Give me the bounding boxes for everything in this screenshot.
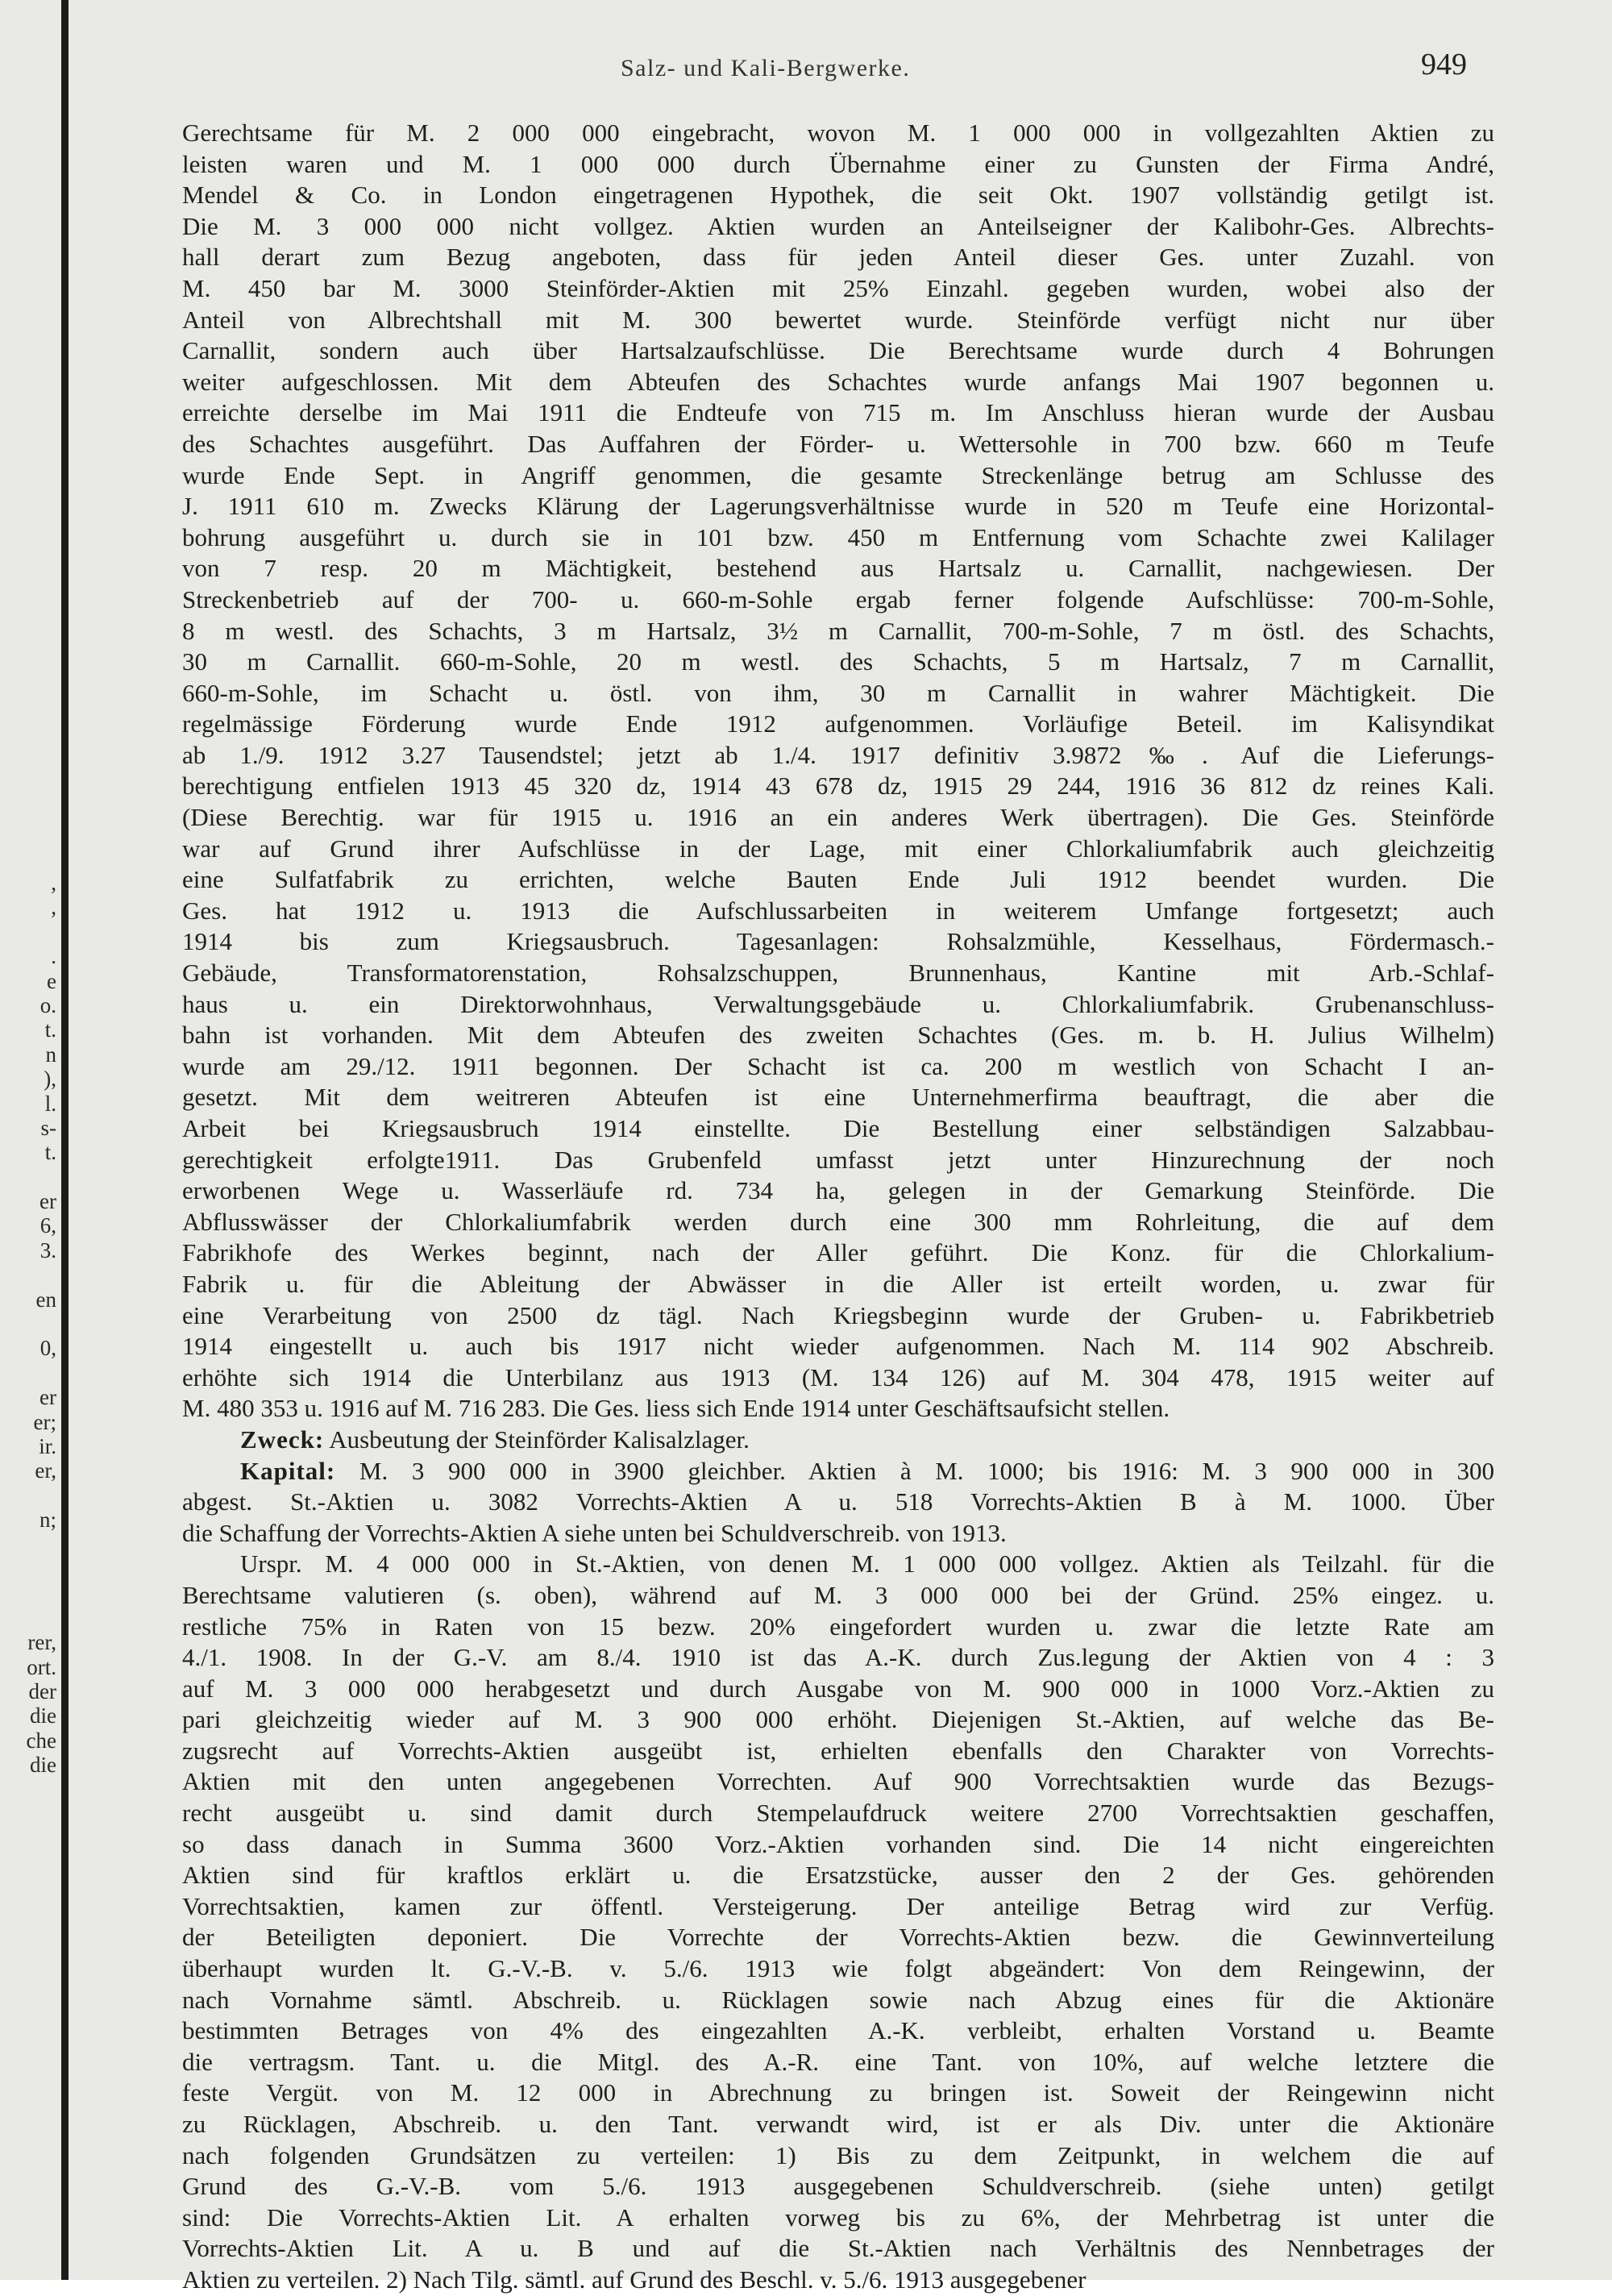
margin-fragment: die: [30, 1753, 56, 1778]
margin-fragment: e: [47, 968, 56, 993]
text-line: ab 1./9. 1912 3.27 Tausendstel; jetzt ab 1./4. 1917 definitiv 3.9872‰. Auf die Lieferungs-: [182, 740, 1494, 769]
text-line: J. 1911 610 m. Zwecks Klärung der Lagerungsverhältnisse wurde in 520 m Teufe eine Horizontal-: [182, 492, 1494, 521]
text-line: [182, 1425, 1494, 1456]
text-line: Vorrechtsaktien, kamen zur öffentl. Versteigerung. Der anteilige Betrag wird zur Verfüg.: [182, 1891, 1494, 1920]
text-line: feste Vergüt. von M. 12 000 in Abrechnung zu bringen ist. Soweit der Reingewinn nicht: [182, 2078, 1494, 2107]
text-line: Abflusswässer der Chlorkaliumfabrik werden durch eine 300 mm Rohrleitung, die auf dem: [182, 1207, 1494, 1236]
text-line: 4./1. 1908. In der G.-V. am 8./4. 1910 ist das A.-K. durch Zus.legung der Aktien von 4 : 3: [182, 1643, 1494, 1672]
margin-fragment: o.: [39, 992, 56, 1017]
margin-fragment: rer,: [27, 1630, 56, 1655]
margin-fragment: 6,: [39, 1213, 56, 1238]
text-line: Carnallit, sondern auch über Hartsalzaufschlüsse. Die Berechtsame wurde durch 4 Bohrungen: [182, 336, 1494, 365]
margin-fragment: s-: [40, 1115, 56, 1140]
text-line: erreichte derselbe im Mai 1911 die Endteufe von 715 m. Im Anschluss hieran wurde der Ausbau: [182, 398, 1494, 427]
text-line: überhaupt wurden lt. G.-V.-B. v. 5./6. 1913 wie folgt abgeändert: Von dem Reingewinn, der: [182, 1954, 1494, 1983]
text-line: haus u. ein Direktorwohnhaus, Verwaltungsgebäude u. Chlorkaliumfabrik. Grubenanschluss-: [182, 989, 1494, 1018]
text-line: bahn ist vorhanden. Mit dem Abteufen des zweiten Schachtes (Ges. m. b. H. Julius Wilhelm): [182, 1021, 1494, 1050]
line-text: Ausbeutung der Steinförder Kalisalzlager.: [329, 1425, 750, 1454]
text-line: Aktien sind für kraftlos erklärt u. die Ersatzstücke, ausser den 2 der Ges. gehörenden: [182, 1861, 1494, 1890]
text-line: Gerechtsame für M. 2 000 000 eingebracht, wovon M. 1 000 000 in vollgezahlten Aktien zu: [182, 119, 1494, 147]
paragraph: [182, 118, 1494, 1425]
margin-fragment: [0, 1606, 56, 1630]
text-line: zugsrecht auf Vorrechts-Aktien ausgeübt ist, erhielten ebenfalls den Charakter von Vorrechts-: [182, 1736, 1494, 1765]
margin-fragment: er,: [35, 1458, 56, 1483]
text-line: des Schachtes ausgeführt. Das Auffahren der Förder- u. Wettersohle in 700 bzw. 660 m Teufe: [182, 429, 1494, 458]
margin-fragment: er: [39, 1385, 56, 1410]
text-line: M. 450 bar M. 3000 Steinförder-Aktien mit 25% Einzahl. gegeben wurden, wobei also der: [182, 273, 1494, 302]
labeled-paragraph: [182, 1456, 1494, 1549]
margin-fragment: [0, 1262, 56, 1287]
margin-fragment: 0,: [39, 1336, 56, 1361]
margin-fragment: die: [30, 1703, 56, 1728]
running-head: Salz- und Kali-Bergwerke.: [621, 55, 911, 81]
text-line: 8 m westl. des Schachts, 3 m Hartsalz, 3½ m Carnallit, 700-m-Sohle, 7 m östl. des Schachts,: [182, 616, 1494, 645]
text-line: Ges. hat 1912 u. 1913 die Aufschlussarbeiten in weiterem Umfange fortgesetzt; auch: [182, 896, 1494, 925]
text-line: Die M. 3 000 000 nicht vollgez. Aktien wurden an Anteilseigner der Kalibohr-Ges. Albrechts-: [182, 211, 1494, 240]
text-line: die vertragsm. Tant. u. die Mitgl. des A.-R. eine Tant. von 10%, auf welche letztere die: [182, 2047, 1494, 2076]
margin-fragment: [0, 1165, 56, 1189]
text-line: eine Verarbeitung von 2500 dz tägl. Nach Kriegsbeginn wurde der Gruben- u. Fabrikbetrieb: [182, 1300, 1494, 1329]
section-label: Kapital:: [240, 1456, 336, 1485]
margin-fragment: ,: [51, 871, 56, 895]
text-line: berechtigung entfielen 1913 45 320 dz, 1914 43 678 dz, 1915 29 244, 1916 36 812 dz reines Kali.: [182, 772, 1494, 801]
text-line: wurde Ende Sept. in Angriff genommen, die gesamte Streckenlänge betrug am Schlusse des: [182, 460, 1494, 489]
text-line: auf M. 3 000 000 herabgesetzt und durch Ausgabe von M. 900 000 in 1000 Vorz.-Aktien zu: [182, 1674, 1494, 1703]
text-line: 30 m Carnallit. 660-m-Sohle, 20 m westl. des Schachts, 5 m Hartsalz, 7 m Carnallit,: [182, 647, 1494, 676]
text-line: Anteil von Albrechtshall mit M. 300 bewertet wurde. Steinförde verfügt nicht nur über: [182, 305, 1494, 334]
margin-fragment: [0, 920, 56, 944]
text-line: erhöhte sich 1914 die Unterbilanz aus 1913 (M. 134 126) auf M. 304 478, 1915 weiter auf: [182, 1362, 1494, 1391]
margin-fragment: t.: [44, 1140, 56, 1165]
text-line: restliche 75% in Raten von 15 bezw. 20% eingefordert wurden u. zwar die letzte Rate am: [182, 1612, 1494, 1641]
text-line: Fabrikhofe des Werkes beginnt, nach der Aller geführt. Die Konz. für die Chlorkalium-: [182, 1238, 1494, 1267]
text-line: eine Sulfatfabrik zu errichten, welche Bauten Ende Juli 1912 beendet wurden. Die: [182, 865, 1494, 894]
text-line: zu Rücklagen, Abschreib. u. den Tant. verwandt wird, ist er als Div. unter die Aktionäre: [182, 2110, 1494, 2138]
margin-fragment: [0, 1557, 56, 1581]
text-line: wurde am 29./12. 1911 begonnen. Der Schacht ist ca. 200 m westlich von Schacht I an-: [182, 1051, 1494, 1080]
margin-fragment: er: [39, 1189, 56, 1214]
text-line: gesetzt. Mit dem weitreren Abteufen ist eine Unternehmerfirma beauftragt, die aber die: [182, 1083, 1494, 1112]
text-line: 660-m-Sohle, im Schacht u. östl. von ihm, 30 m Carnallit in wahrer Mächtigkeit. Die: [182, 678, 1494, 707]
text-line: Aktien zu verteilen. 2) Nach Tilg. sämtl. auf Grund des Beschl. v. 5./6. 1913 ausgegebener: [182, 2265, 1086, 2294]
text-line: recht ausgeübt u. sind damit durch Stempelaufdruck weitere 2700 Vorrechtsaktien geschaffen,: [182, 1799, 1494, 1828]
text-line: leisten waren und M. 1 000 000 durch Übernahme einer zu Gunsten der Firma André,: [182, 149, 1494, 178]
text-line: die Schaffung der Vorrechts-Aktien A siehe unten bei Schuldverschreib. von 1913.: [182, 1518, 1007, 1547]
text-line: pari gleichzeitig wieder auf M. 3 900 000 erhöht. Diejenigen St.-Aktien, auf welche das Be-: [182, 1705, 1494, 1734]
text-line: Grund des G.-V.-B. vom 5./6. 1913 ausgegebenen Schuldverschreib. (siehe unten) getilgt: [182, 2172, 1494, 2201]
text-line: Urspr. M. 4 000 000 in St.-Aktien, von denen M. 1 000 000 vollgez. Aktien als Teilzahl. für die: [240, 1549, 1494, 1578]
margin-fragment: 3.: [39, 1237, 56, 1262]
text-line: gerechtigkeit erfolgte1911. Das Grubenfeld umfasst jetzt unter Hinzurechnung der noch: [182, 1145, 1494, 1174]
text-line: Mendel & Co. in London eingetragenen Hypothek, die seit Okt. 1907 vollständig getilgt ist.: [182, 181, 1494, 210]
text-line: [182, 1456, 1494, 1487]
text-line: von 7 resp. 20 m Mächtigkeit, bestehend aus Hartsalz u. Carnallit, nachgewiesen. Der: [182, 554, 1494, 583]
text-line: bestimmten Betrages von 4% des eingezahlten A.-K. verbleibt, erhalten Vorstand u. Beamte: [182, 2016, 1494, 2045]
text-line: weiter aufgeschlossen. Mit dem Abteufen des Schachtes wurde anfangs Mai 1907 begonnen u.: [182, 367, 1494, 396]
margin-fragment: [0, 1312, 56, 1336]
margin-fragment: [0, 1361, 56, 1385]
text-line: M. 480 353 u. 1916 auf M. 716 283. Die Ges. liess sich Ende 1914 unter Geschäftsaufsicht stellen.: [182, 1394, 1170, 1423]
labeled-paragraph: [182, 1425, 1494, 1456]
text-line: Vorrechts-Aktien Lit. A u. B und auf die St.-Aktien nach Verhältnis des Nennbetrages der: [182, 2234, 1494, 2263]
margin-fragment: en: [35, 1287, 56, 1312]
text-line: war auf Grund ihrer Aufschlüsse in der Lage, mit einer Chlorkaliumfabrik auch gleichzeitig: [182, 834, 1494, 863]
margin-fragment: ir.: [39, 1433, 56, 1458]
margin-fragment: n;: [39, 1508, 56, 1533]
paragraph: [182, 1549, 1494, 2295]
margin-fragment: .: [51, 944, 56, 969]
margin-fragment: n: [45, 1042, 56, 1067]
text-line: nach Vornahme sämtl. Abschreib. u. Rücklagen sowie nach Abzug eines für die Aktionäre: [182, 1985, 1494, 2014]
section-label: Zweck:: [240, 1425, 325, 1454]
page-number: 949: [1421, 48, 1467, 81]
margin-fragment: ort.: [27, 1654, 56, 1679]
text-line: 1914 bis zum Kriegsausbruch. Tagesanlagen: Rohsalzmühle, Kesselhaus, Fördermasch.-: [182, 927, 1494, 956]
text-line: bohrung ausgeführt u. durch sie in 101 bzw. 450 m Entfernung vom Schachte zwei Kalilager: [182, 522, 1494, 551]
text-line: (Diese Berechtig. war für 1915 u. 1916 an ein anderes Werk übertragen). Die Ges. Steinförde: [182, 803, 1494, 832]
page-header: [185, 47, 1467, 95]
margin-fragment: che: [26, 1728, 56, 1753]
margin-fragment: er;: [33, 1409, 56, 1434]
text-line: Aktien mit den unten angegebenen Vorrechten. Auf 900 Vorrechtsaktien wurde das Bezugs-: [182, 1767, 1494, 1796]
text-line: regelmässige Förderung wurde Ende 1912 aufgenommen. Vorläufige Beteil. im Kalisyndikat: [182, 709, 1494, 738]
text-line: Fabrik u. für die Ableitung der Abwässer in die Aller ist erteilt worden, u. zwar für: [182, 1269, 1494, 1298]
margin-fragment: [0, 1581, 56, 1605]
binding-gutter-line: [61, 0, 69, 2280]
margin-fragment: t.: [44, 1017, 56, 1042]
text-line: nach folgenden Grundsätzen zu verteilen: 1) Bis zu dem Zeitpunkt, in welchem die auf: [182, 2140, 1494, 2169]
previous-page-margin-fragments: [0, 871, 56, 2193]
text-line: Arbeit bei Kriegsausbruch 1914 einstellte. Die Bestellung einer selbständigen Salzabbau-: [182, 1114, 1494, 1142]
margin-fragment: ,: [51, 895, 56, 920]
margin-fragment: ),: [44, 1067, 56, 1092]
margin-fragment: [0, 1533, 56, 1557]
body-text: [182, 118, 1494, 2296]
text-line: sind: Die Vorrechts-Aktien Lit. A erhalten vorweg bis zu 6%, der Mehrbetrag ist unter die: [182, 2202, 1494, 2232]
margin-fragment: der: [28, 1678, 56, 1703]
text-line: abgest. St.-Aktien u. 3082 Vorrechts-Aktien A u. 518 Vorrechts-Aktien B à M. 1000. Über: [182, 1487, 1494, 1516]
margin-fragment: l.: [44, 1091, 56, 1116]
text-line: Gebäude, Transformatorenstation, Rohsalzschuppen, Brunnenhaus, Kantine mit Arb.-Schlaf-: [182, 959, 1494, 988]
text-line: so dass danach in Summa 3600 Vorz.-Aktien vorhanden sind. Die 14 nicht eingereichten: [182, 1829, 1494, 1858]
line-text: M. 3 900 000 in 3900 gleichber. Aktien à M. 1000; bis 1916: M. 3 900 000 in 300: [359, 1456, 1494, 1485]
text-line: hall derart zum Bezug angeboten, dass für jeden Anteil dieser Ges. unter Zuzahl. von: [182, 243, 1494, 272]
text-line: erworbenen Wege u. Wasserläufe rd. 734 ha, gelegen in der Gemarkung Steinförde. Die: [182, 1176, 1494, 1205]
text-line: der Beteiligten deponiert. Die Vorrechte der Vorrechts-Aktien bezw. die Gewinnverteilung: [182, 1923, 1494, 1952]
text-line: Streckenbetrieb auf der 700- u. 660-m-Sohle ergab ferner folgende Aufschlüsse: 700-m-Sohle,: [182, 584, 1494, 614]
text-line: Berechtsame valutieren (s. oben), während auf M. 3 000 000 bei der Gründ. 25% eingez. u.: [182, 1580, 1494, 1609]
margin-fragment: [0, 1483, 56, 1508]
text-line: 1914 eingestellt u. auch bis 1917 nicht wieder aufgenommen. Nach M. 114 902 Abschreib.: [182, 1332, 1494, 1361]
